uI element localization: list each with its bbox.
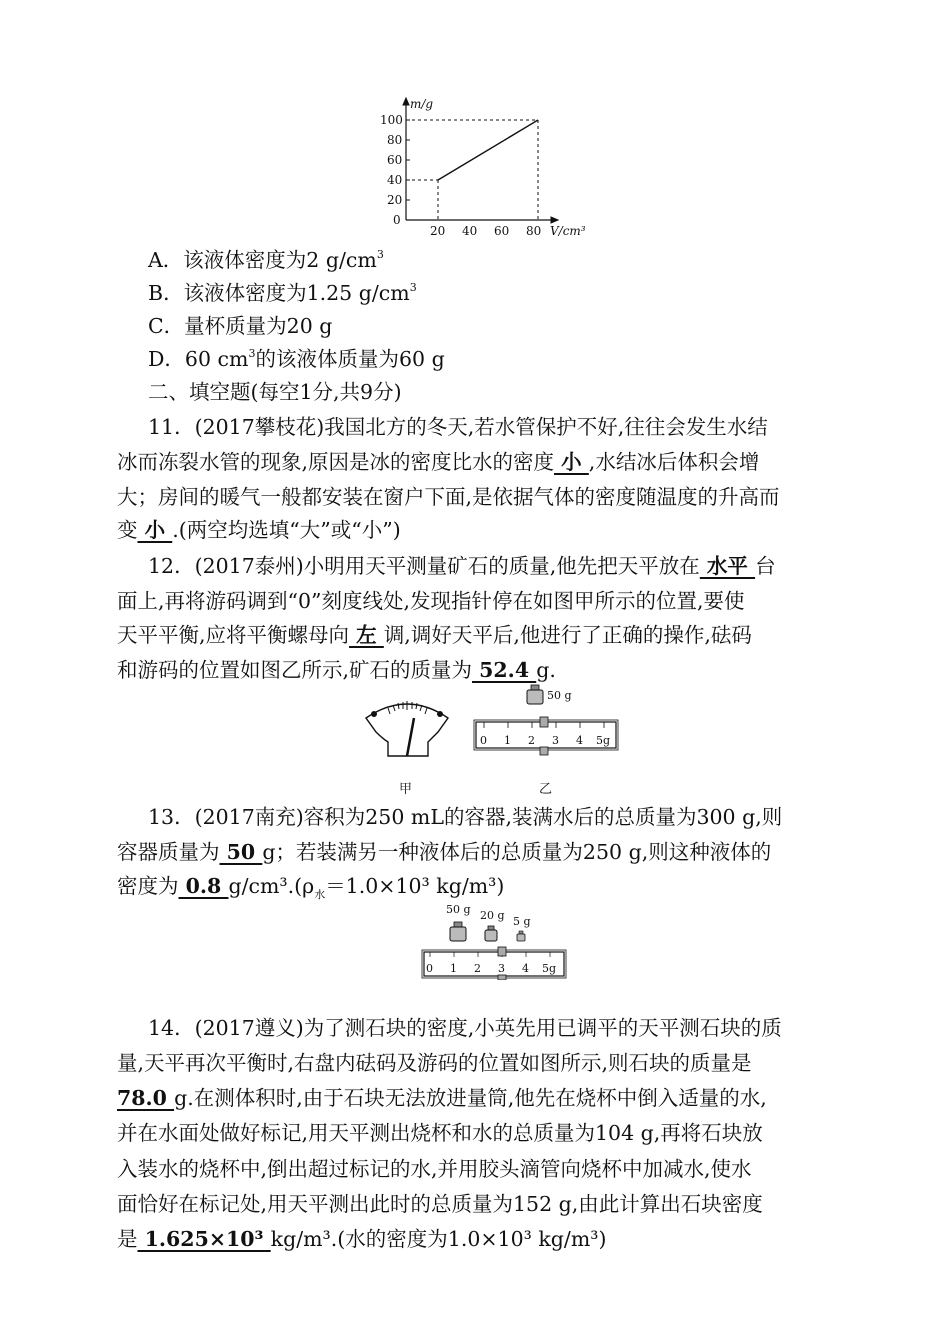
- q14-line2: 量,天平再次平衡时,右盘内砝码及游码的位置如图所示,则石块的质量是: [117, 1051, 752, 1075]
- weights-and-rider-figure: [418, 900, 568, 980]
- weight-20g-icon: [485, 926, 497, 941]
- q14-answer-1: 78.0: [117, 1086, 175, 1110]
- q14-line1: 14．(2017遵义)为了测石块的密度,小英先用已调平的天平测石块的质: [148, 1016, 782, 1040]
- figure-caption-jia: 甲: [399, 782, 413, 797]
- q14-line5: 入装水的烧杯中,倒出超过标记的水,并用胶头滴管向烧杯中加减水,使水: [117, 1157, 752, 1181]
- q13-line3: 密度为 0.8 $g/cm^3.(\rho_水=1.0\times 10^3$ kg/m³): [117, 874, 505, 902]
- scale-label: 5g: [596, 734, 611, 747]
- weight-label: 20 g: [480, 909, 505, 922]
- q13-answer-1: 50: [219, 840, 263, 864]
- q14-line3: 78.0 g.在测体积时,由于石块无法放进量筒,他先在烧杯中倒入适量的水,: [117, 1086, 767, 1110]
- y-tick: 40: [387, 173, 403, 187]
- q14-line4: 并在水面处做好标记,用天平测出烧杯和水的总质量为104 g,再将石块放: [117, 1121, 763, 1145]
- option-d: D．60 $cm^3$的该液体质量为60 g: [148, 347, 445, 371]
- q12-line2: 面上,再将游码调到“0”刻度线处,发现指针停在如图甲所示的位置,要使: [117, 589, 745, 613]
- weight-label: 50 g: [547, 689, 572, 702]
- q12-line3: 天平平衡,应将平衡螺母向 左 调,调好天平后,他进行了正确的操作,砝码: [117, 623, 752, 647]
- x-tick: 40: [462, 224, 478, 238]
- option-a: A．该液体密度为2 $g/cm^3$: [148, 248, 384, 272]
- mass-volume-graph: [360, 90, 620, 245]
- q11-line2: 冰而冻裂水管的现象,原因是冰的密度比水的密度 小 ,水结冰后体积会增: [117, 450, 760, 474]
- scale-label: 1: [450, 962, 457, 975]
- scale-label: 1: [504, 734, 511, 747]
- q14-line7: 是 1.625×10³ kg/m³.(水的密度为1.0×10³ kg/m³): [117, 1227, 607, 1251]
- section-heading: 二、填空题(每空1分,共9分): [148, 380, 402, 404]
- scale-label: 0: [426, 962, 433, 975]
- q11-line4: 变 小 .(两空均选填“大”或“小”): [117, 518, 401, 542]
- weight-5g-icon: [517, 931, 525, 941]
- y-tick: 20: [387, 193, 403, 207]
- x-tick: 20: [430, 224, 446, 238]
- y-tick: 100: [380, 113, 403, 127]
- q14-line6: 面恰好在标记处,用天平测出此时的总质量为152 g,由此计算出石块密度: [117, 1192, 763, 1216]
- scale-label: 2: [474, 962, 481, 975]
- y-tick: 60: [387, 153, 403, 167]
- weight-50g-icon: [527, 685, 543, 704]
- q11-line1: 11．(2017攀枝花)我国北方的冬天,若水管保护不好,往往会发生水结: [148, 415, 768, 439]
- q12-line1: 12．(2017泰州)小明用天平测量矿石的质量,他先把天平放在 水平 台: [148, 554, 776, 578]
- rider-icon: [498, 947, 506, 956]
- scale-label: 4: [522, 962, 529, 975]
- q13-answer-2: 0.8: [178, 874, 229, 898]
- data-line: [438, 120, 538, 180]
- q11-answer-1: 小: [554, 450, 589, 474]
- scale-label: 3: [552, 734, 559, 747]
- option-c: C．量杯质量为20 g: [148, 314, 333, 338]
- scale-label: 5g: [542, 962, 557, 975]
- x-tick: 60: [494, 224, 510, 238]
- y-axis-label: m/g: [410, 97, 434, 111]
- scale-label: 4: [576, 734, 583, 747]
- scale-label: 2: [528, 734, 535, 747]
- x-axis-label: V/cm³: [550, 224, 586, 238]
- q12-answer-1: 水平: [699, 554, 756, 578]
- q11-answer-2: 小: [137, 518, 173, 542]
- q13-line1: 13．(2017南充)容积为250 mL的容器,装满水后的总质量为300 g,则: [148, 805, 783, 829]
- scale-label: 0: [480, 734, 487, 747]
- y-tick: 0: [393, 213, 401, 227]
- q12-answer-3: 52.4: [472, 658, 537, 682]
- balance-pointer-dial: [360, 692, 455, 760]
- scale-label: 3: [498, 962, 505, 975]
- y-tick: 80: [387, 133, 403, 147]
- q12-answer-2: 左: [349, 623, 384, 647]
- q12-line4: 和游码的位置如图乙所示,矿石的质量为 52.4 g.: [117, 658, 556, 682]
- weight-and-rider-figure: [470, 684, 620, 760]
- figure-caption-yi: 乙: [539, 782, 553, 797]
- option-b: B．该液体密度为1.25 $g/cm^3$: [148, 281, 417, 305]
- x-tick: 80: [526, 224, 542, 238]
- weight-label: 50 g: [446, 903, 471, 916]
- q14-answer-2: 1.625×10³: [137, 1227, 271, 1251]
- weight-50g-icon: [450, 922, 466, 941]
- rider-icon: [540, 717, 548, 727]
- q13-line2: 容器质量为 50 g；若装满另一种液体后的总质量为250 g,则这种液体的: [117, 840, 772, 864]
- weight-label: 5 g: [513, 915, 531, 928]
- q11-line3: 大；房间的暖气一般都安装在窗户下面,是依据气体的密度随温度的升高而: [117, 485, 780, 509]
